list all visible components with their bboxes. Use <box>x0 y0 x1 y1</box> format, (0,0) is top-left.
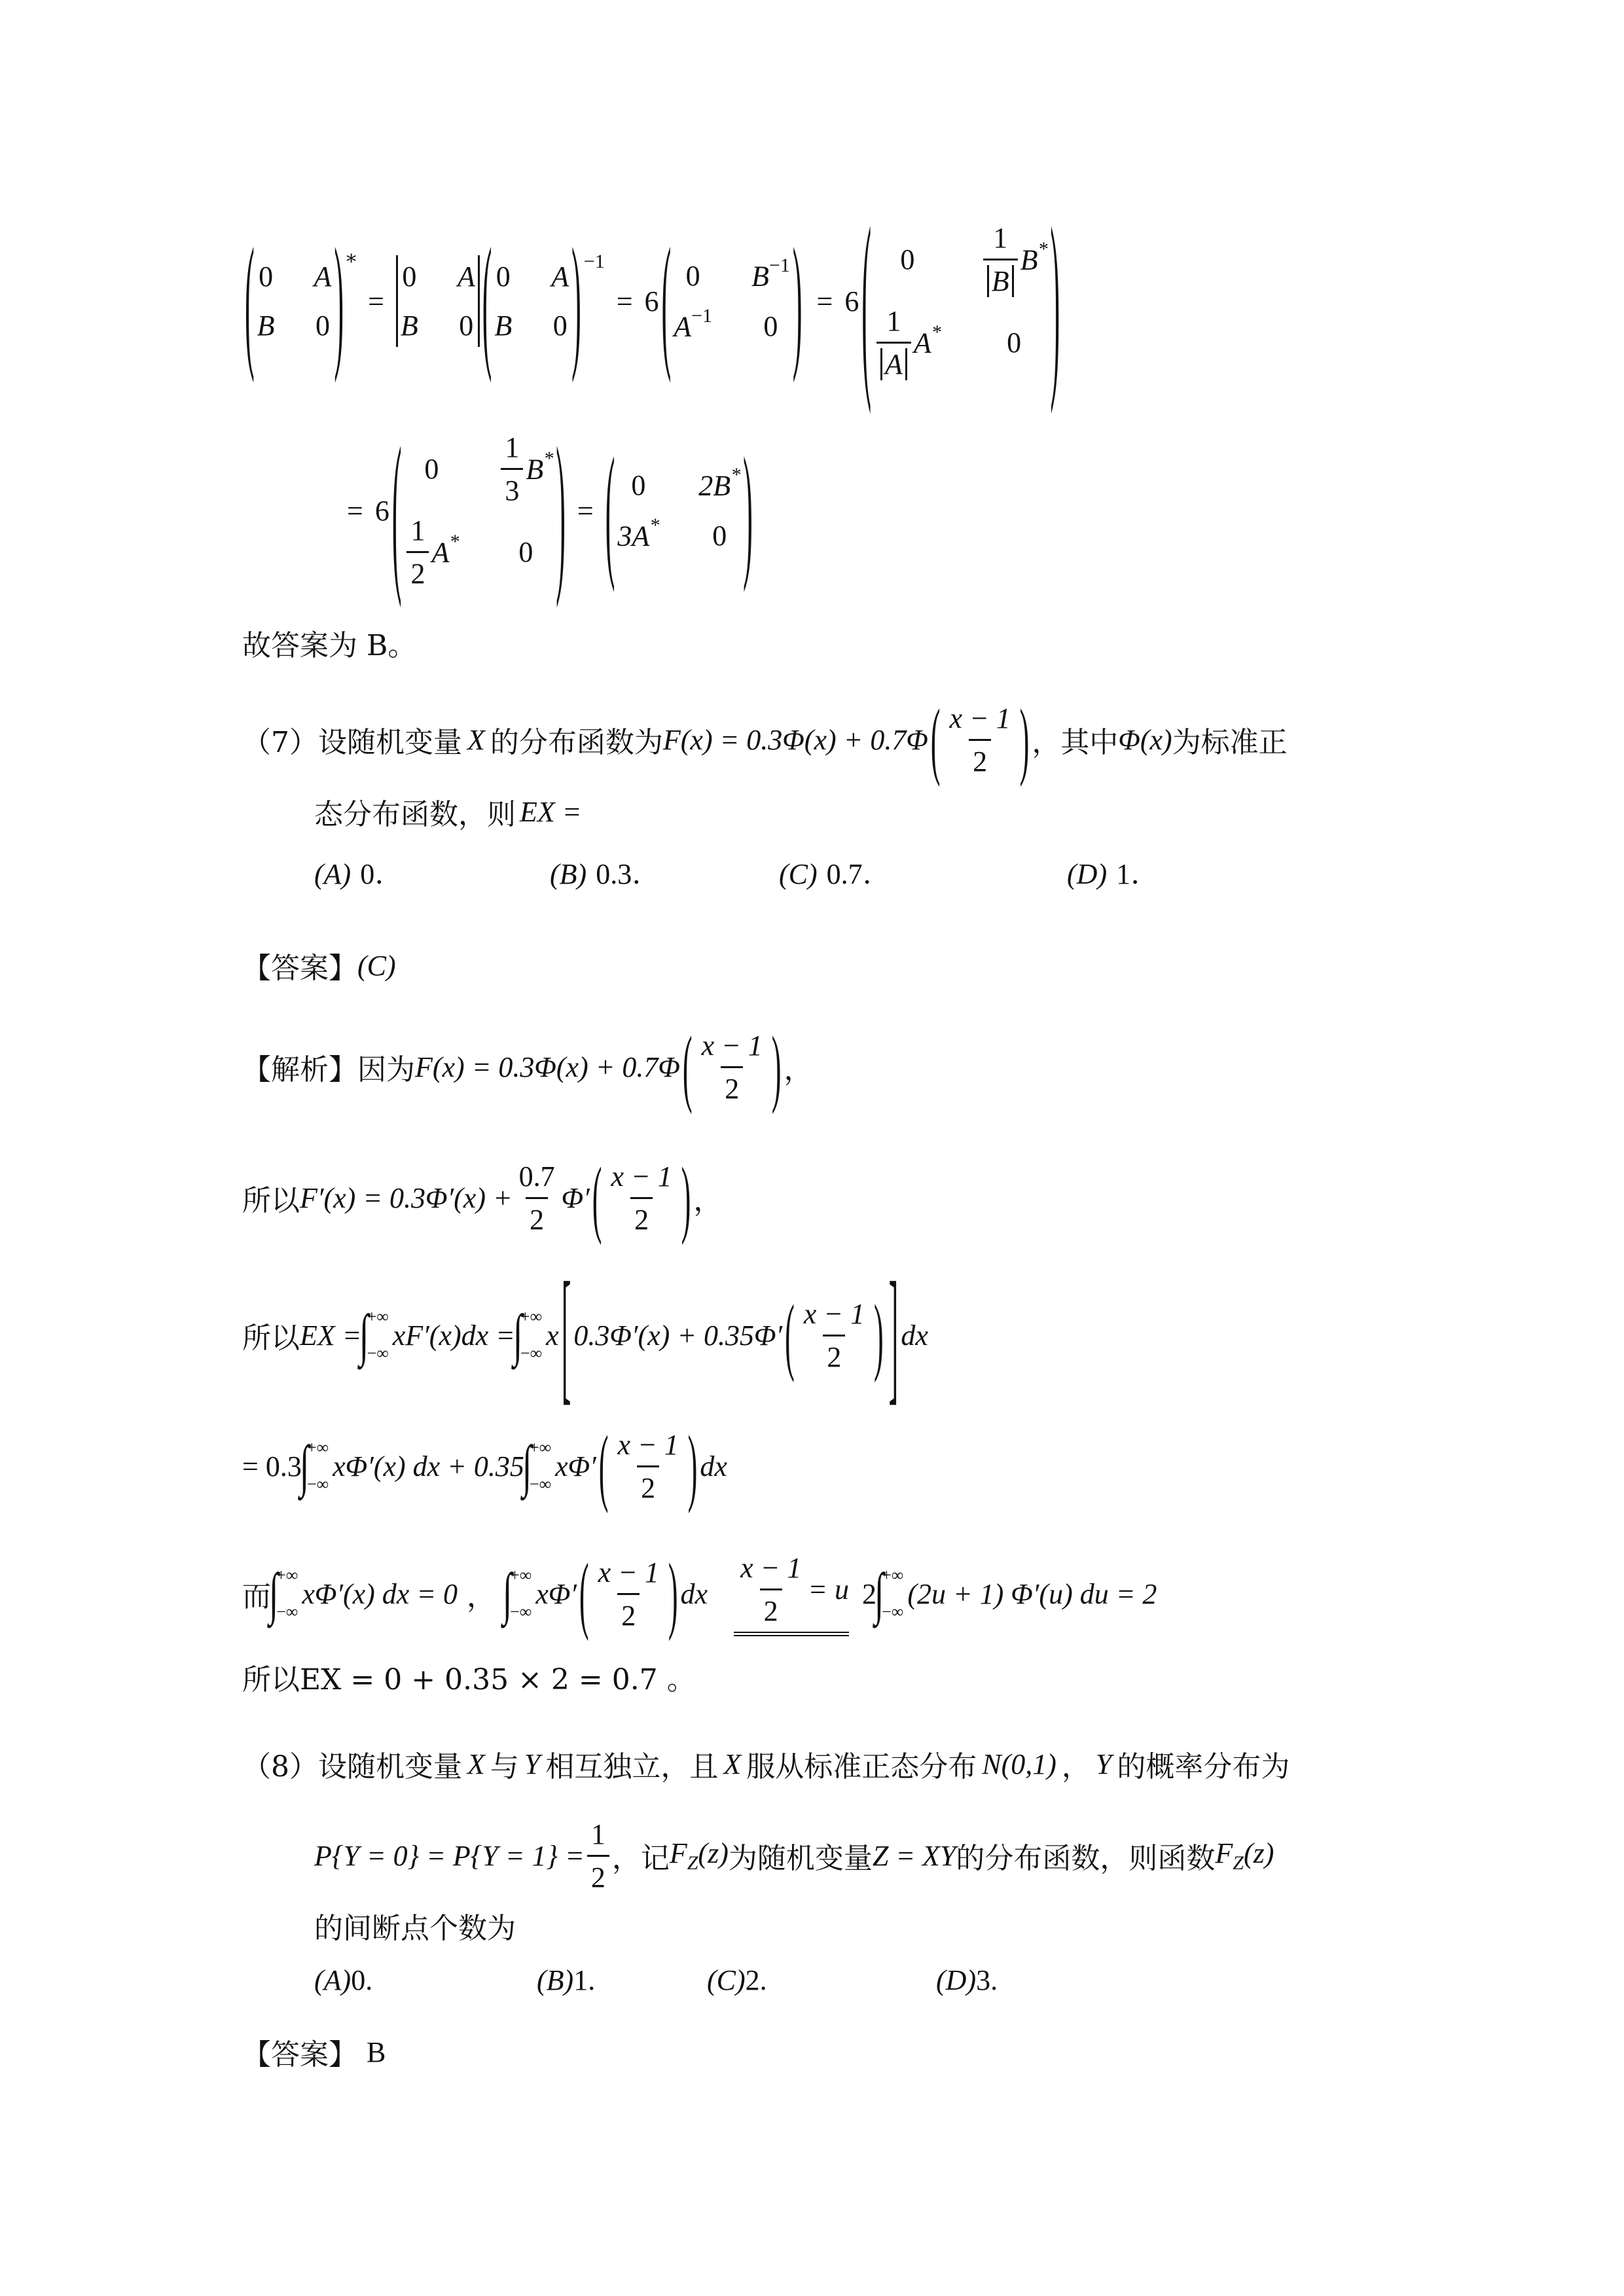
fraction-x-minus-1-over-2: $\frac{x - 1}{2}$ <box>949 702 1011 778</box>
solution-line-2: 所以 F′(x) = 0.3Φ′(x) + $\frac{0.7}{2}$ Φ′ ( $\frac{x - 1}{2}$ ) ， <box>242 1149 723 1246</box>
substitution: $\frac{x - 1}{2}$ = u <box>734 1551 849 1636</box>
option-d: (D)3. <box>936 1964 998 1996</box>
paren-right: ) <box>334 217 344 385</box>
solution-final: 所以EX = 0 + 0.35 × 2 = 0.7 。 <box>242 1663 696 1696</box>
solution-line-3: 所以 EX = ∫ +∞ −∞ xF′(x)dx = ∫ +∞ −∞ x [ 0.3Φ′(x) + 0.35Φ′ ( $\frac{x - 1}{2}$ ) ] dx <box>242 1251 928 1419</box>
option-d: (D) 1. <box>1067 857 1140 891</box>
question-8-answer: 【答案】 B <box>242 2036 386 2072</box>
determinant: 0 A B 0 <box>396 255 480 347</box>
paren-left: ( <box>245 217 255 385</box>
option-a: (A) 0. <box>314 857 384 891</box>
option-b: (B)1. <box>537 1964 596 1996</box>
matrix-inverse-blocks: 0 $B^{-1}$ $A^{-1}$ 0 <box>674 255 790 343</box>
option-b: (B) 0.3. <box>550 857 641 891</box>
question-8-options <box>314 1957 998 2003</box>
option-a: (A)0. <box>314 1964 373 1996</box>
solution-line-1: 【解析】 因为 F(x) = 0.3Φ(x) + 0.7Φ ( $\frac{x - 1}{2}$ ) ， <box>242 1018 813 1115</box>
matrix-lhs: 0 A B 0 <box>257 260 332 342</box>
matrix-numeric-blocks: 0 $\frac{1}{3}$ B* $\frac{1}{2}$ A* 0 <box>404 431 553 590</box>
matrix-result: 0 2B* 3A* 0 <box>617 464 741 552</box>
answer-statement-6: 故答案为 B。 <box>242 629 417 662</box>
question-8-stem: （8）设随机变量 X 与 Y 相互独立，且 X 服从标准正态分布 N(0,1) ， Y 的概率分布为 <box>242 1748 1290 1784</box>
matrix-adjoint-blocks: 0 $\frac{1}{B}$ B* $\frac{1}{A}$ A* 0 <box>874 221 1048 381</box>
option-c: (C)2. <box>707 1964 767 1996</box>
question-8-line2: P{Y = 0} = P{Y = 1} = $\frac{1}{2}$ ，记 $F_Z(z)$ 为随机变量 Z = XY 的分布函数，则函数 $F_Z(z)$ <box>314 1818 1274 1893</box>
solution-line-5: 而 ∫ +∞ −∞ xΦ′(x) dx = 0 ， ∫ +∞ −∞ xΦ′ ( $\frac{x - 1}{2}$ ) dx $\frac{x - 1}{2}$ = u 2 ∫ +∞ −∞ (2u + 1) Φ′(u) du = 2 <box>242 1545 1157 1642</box>
question-7-answer: 【答案】 (C) <box>242 949 396 985</box>
question-7-stem: （7）设随机变量 X 的分布函数为 F(x) = 0.3Φ(x) + 0.7Φ ( $\frac{x - 1}{2}$ ) ，其中 Φ(x) 为标准正 <box>242 691 1288 788</box>
question-8-line3: 的间断点个数为 <box>314 1912 516 1945</box>
equation-adjoint-line1: ( 0 A B 0 ) * = 0 A B 0 ( 0 A B 0 ) −1 = 6 ( 0 $B^{-1}$ $A^{-1}$ 0 ) = 6 ( 0 $\frac{1}{B}$ B* $\frac{1}{A}$ A* 0 ) <box>245 185 1060 417</box>
option-c: (C) 0.7. <box>779 857 872 891</box>
question-7-options <box>314 851 1140 897</box>
question-7-line2: 态分布函数，则 EX = <box>314 795 582 831</box>
equation-adjoint-line2: = 6 ( 0 $\frac{1}{3}$ B* $\frac{1}{2}$ A* 0 ) = ( 0 2B* 3A* 0 ) <box>347 411 753 610</box>
solution-line-4: = 0.3 ∫ +∞ −∞ xΦ′(x) dx + 0.35 ∫ +∞ −∞ xΦ′ ( $\frac{x - 1}{2}$ ) dx <box>242 1418 727 1515</box>
matrix-inverse: 0 A B 0 <box>494 260 569 342</box>
